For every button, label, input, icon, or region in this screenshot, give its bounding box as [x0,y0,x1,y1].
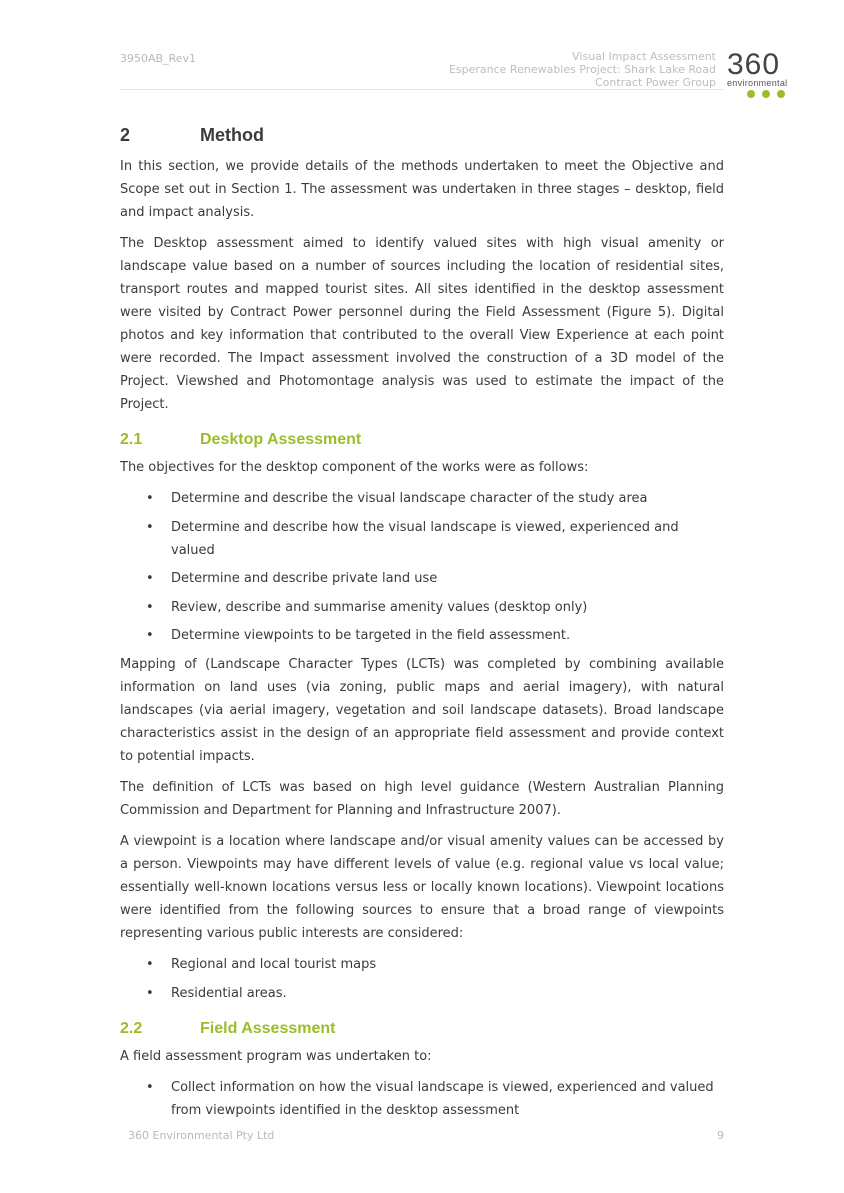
page-number: 9 [717,1129,724,1142]
footer-company: 360 Environmental Pty Ltd [128,1129,275,1142]
list-item: • Determine and describe the visual landscape character of the study area [120,487,724,510]
header-title-line: Contract Power Group [594,76,716,89]
logo-number: 360 [727,48,781,81]
bullet-list [120,487,724,647]
page-footer [128,1129,724,1142]
section-number: 2 [120,125,131,145]
document-reference: 3950AB_Rev1 [120,52,196,65]
header-title-block [449,50,716,89]
paragraph: A viewpoint is a location where landscape and/or visual amenity values can be accessed by a person. Viewpoints may have different levels of value (e.g. regional value vs local value; essentially well-known locations versus less or locally known locations). Viewpoint locations were identified from the following sources to ensure that a broad range of viewpoints representing various public interests are considered: [120,834,724,942]
section-heading [120,124,724,146]
paragraph: A field assessment program was undertaken to: [120,1048,432,1064]
list-item: • Determine and describe how the visual landscape is viewed, experienced and valued [120,516,724,562]
list-item: • Collect information on how the visual landscape is viewed, experienced and valued from viewpoints identified in the desktop assessment [120,1076,724,1122]
paragraph: The objectives for the desktop component of the works were as follows: [120,460,589,475]
list-item: • Determine viewpoints to be targeted in the field assessment. [120,624,724,647]
page-content [120,124,724,1128]
header-title-line: Esperance Renewables Project: Shark Lake Road [448,63,716,76]
logo-dots-icon [727,90,807,98]
subsection-title: Field Assessment [200,1019,336,1037]
subsection-heading [120,430,724,450]
subsection-title: Desktop Assessment [200,431,362,448]
list-item: • Regional and local tourist maps [120,953,724,976]
list-item: • Review, describe and summarise amenity values (desktop only) [120,596,724,619]
paragraph: In this section, we provide details of the methods undertaken to meet the Objective and Scope set out in Section 1. The assessment was undertaken in three stages – desktop, field and impact analysis. [120,159,724,220]
company-logo [727,50,807,96]
page-header [120,48,724,90]
list-item: • Determine and describe private land use [120,567,724,590]
paragraph: The definition of LCTs was based on high level guidance (Western Australian Planning Commission and Department for Planning and Infrastructure 2007). [120,780,724,819]
section-title: Method [200,125,264,145]
bullet-list [120,1076,724,1122]
logo-text: environmental [727,78,788,88]
header-title-line: Visual Impact Assessment [572,50,716,63]
paragraph: The Desktop assessment aimed to identify valued sites with high visual amenity or landscape value based on a number of sources including the location of residential sites, transport routes and mapped tourist sites. All sites identified in the desktop assessment were visited by Contract Power personnel during the Field Assessment (Figure 5). Digital photos and key information that contributed to the overall View Experience at each point were recorded. The Impact assessment involved the construction of a 3D model of the Project. Viewshed and Photomontage analysis was used to estimate the impact of the Project. [120,236,724,412]
subsection-number: 2.1 [120,431,143,448]
list-item: • Residential areas. [120,982,724,1005]
paragraph: Mapping of (Landscape Character Types (LCTs) was completed by combining available information on land uses (via zoning, public maps and aerial imagery), with natural landscapes (via aerial imagery, vegetation and soil landscape datasets). Broad landscape characteristics assist in the design of an appropriate field assessment and provide context to potential impacts. [120,657,724,765]
bullet-list [120,953,724,1005]
subsection-number: 2.2 [120,1019,143,1037]
subsection-heading [120,1019,724,1039]
